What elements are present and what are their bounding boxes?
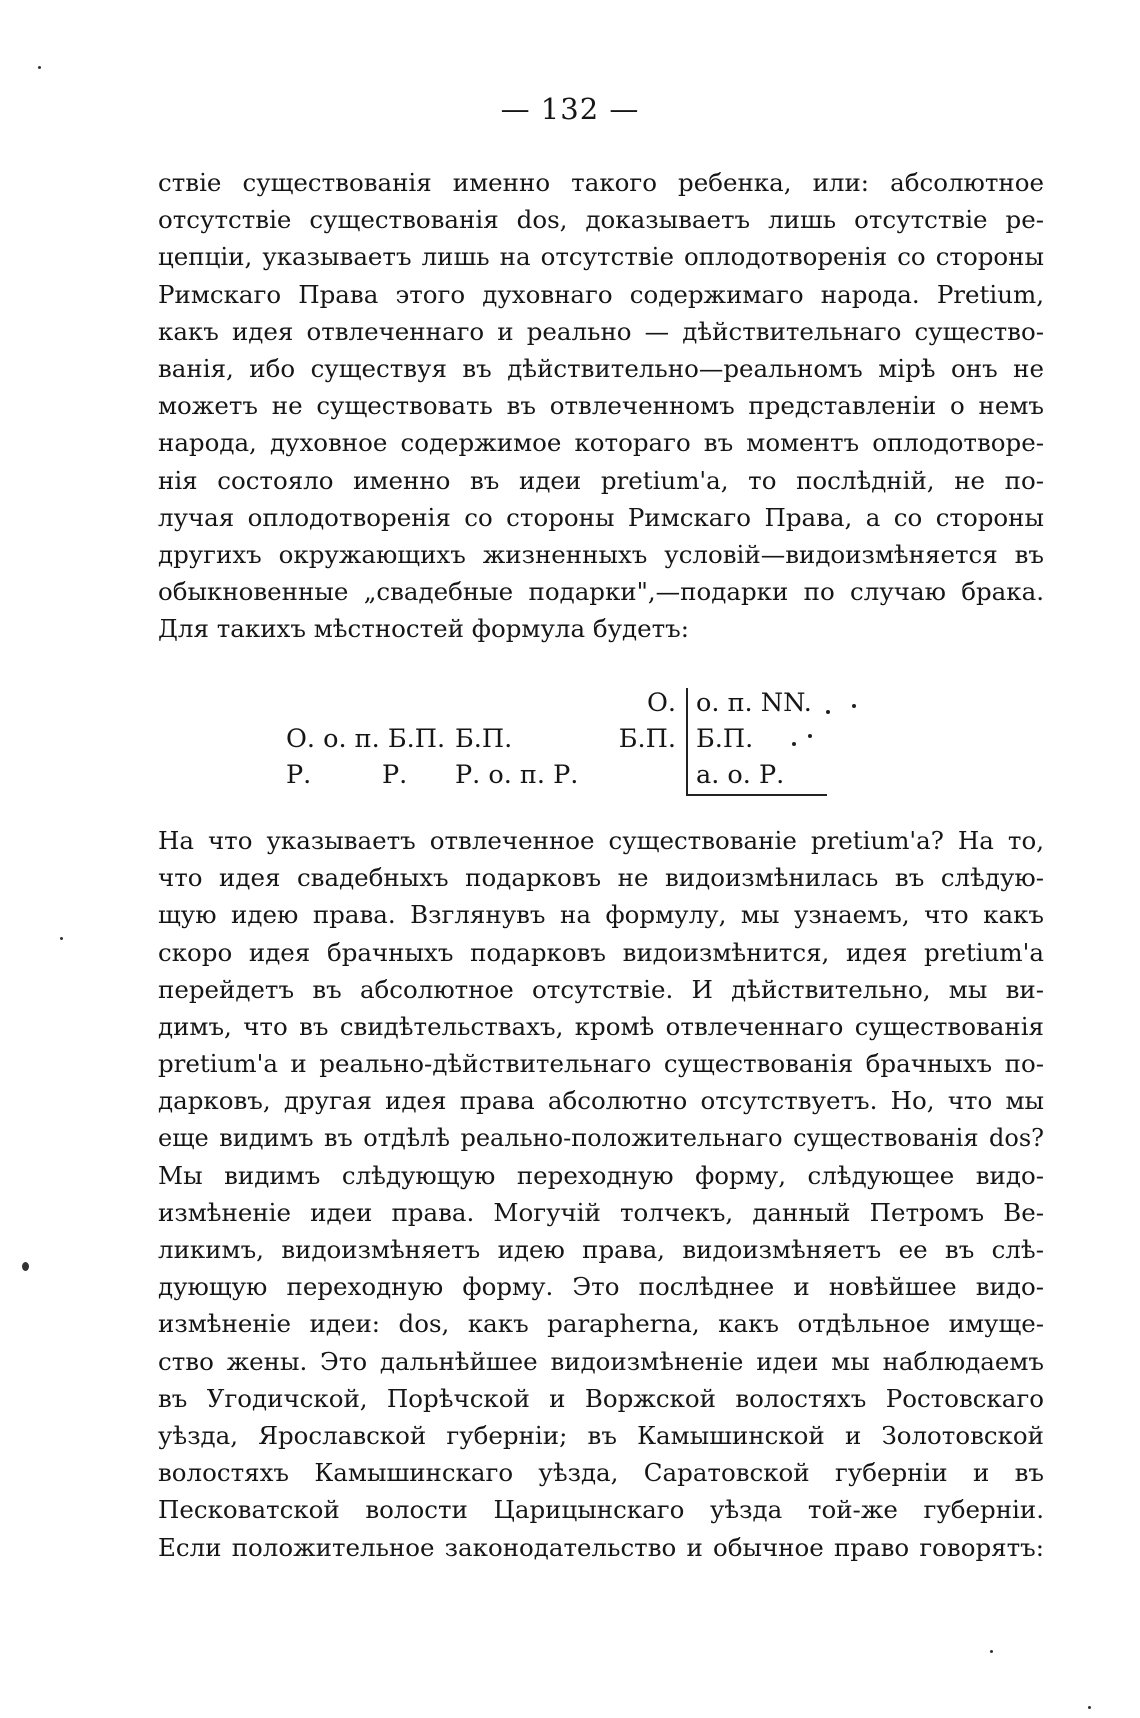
text-line: перейдетъ въ абсолютное отсутствіе. И дѣйствительно, мы ви- bbox=[158, 974, 1044, 1004]
paragraph-2 bbox=[158, 822, 1044, 1566]
text-line: что идея свадебныхъ подарковъ не видоизмѣнилась въ слѣдую- bbox=[158, 863, 1044, 893]
scan-speck bbox=[990, 1650, 993, 1653]
text-line: pretium'а и реально-дѣйствительнаго существованія брачныхъ по- bbox=[158, 1049, 1044, 1079]
formula-underline bbox=[686, 794, 827, 796]
text-line: ликимъ, видоизмѣняетъ идею права, видоизмѣняетъ ее въ слѣ- bbox=[158, 1235, 1044, 1265]
text-line: въ Угодичской, Порѣчской и Воржской волостяхъ Ростовскаго bbox=[158, 1383, 1044, 1413]
formula-dot bbox=[792, 742, 796, 746]
text-line: лучая оплодотворенія со стороны Римскаго Права, а со стороны bbox=[158, 502, 1044, 532]
text-line: измѣненіе идеи: dos, какъ paraphernа, какъ отдѣльное имуще- bbox=[158, 1309, 1044, 1339]
formula-r3-c2: Р. bbox=[382, 760, 408, 790]
text-line: нія состояло именно въ идеи pretium'а, то послѣдній, не по- bbox=[158, 465, 1044, 495]
formula-r2-c3: Б.П. bbox=[455, 724, 513, 754]
text-line: измѣненіе идеи права. Могучій толчекъ, данный Петромъ Ве- bbox=[158, 1197, 1044, 1227]
scan-speck bbox=[22, 1262, 29, 1271]
text-line: Мы видимъ слѣдующую переходную форму, слѣдующее видо- bbox=[158, 1160, 1044, 1190]
scan-speck bbox=[1088, 1706, 1091, 1709]
formula-dot bbox=[826, 710, 830, 714]
formula-r3-c1: Р. bbox=[286, 760, 312, 790]
text-line: дующую переходную форму. Это послѣднее и новѣйшее видо- bbox=[158, 1272, 1044, 1302]
formula-dot bbox=[852, 704, 856, 708]
text-line: цепціи, указываетъ лишь на отсутствіе оплодотворенія со стороны bbox=[158, 242, 1044, 272]
formula-r3-right: а. о. Р. bbox=[696, 760, 785, 790]
text-line: скоро идея брачныхъ подарковъ видоизмѣнится, идея pretium'а bbox=[158, 937, 1044, 967]
scan-speck bbox=[60, 937, 63, 940]
formula-dot bbox=[808, 734, 812, 738]
text-line: щую идею права. Взглянувъ на формулу, мы узнаемъ, что какъ bbox=[158, 900, 1044, 930]
text-line: можетъ не существовать въ отвлеченномъ представленіи о немъ bbox=[158, 391, 1044, 421]
text-line: волостяхъ Камышинскаго уѣзда, Саратовской губерніи и въ bbox=[158, 1458, 1044, 1488]
scan-speck bbox=[38, 66, 41, 69]
formula-r2-c4: Б.П. bbox=[618, 724, 676, 754]
formula bbox=[286, 686, 900, 806]
text-line: ванія, ибо существуя въ дѣйствительно—реальномъ мірѣ онъ не bbox=[158, 353, 1044, 383]
formula-r3-c3: Р. о. п. Р. bbox=[455, 760, 579, 790]
text-line: дарковъ, другая идея права абсолютно отсутствуетъ. Но, что мы bbox=[158, 1086, 1044, 1116]
text-line: какъ идея отвлеченнаго и реально — дѣйствительнаго существо- bbox=[158, 316, 1044, 346]
text-line: еще видимъ въ отдѣлѣ реально-положительнаго существованія dos? bbox=[158, 1123, 1044, 1152]
text-line: уѣзда, Ярославской губерніи; въ Камышинской и Золотовской bbox=[158, 1421, 1044, 1450]
text-line: Если положительное законодательство и обычное право говорятъ: bbox=[158, 1532, 1044, 1562]
text-line: Песковатской волости Царицынскаго уѣзда той-же губерніи. bbox=[158, 1495, 1044, 1525]
paragraph-1 bbox=[158, 164, 1044, 647]
formula-vertical-bar bbox=[686, 688, 688, 794]
text-line: народа, духовное содержимое котораго въ моментъ оплодотворе- bbox=[158, 428, 1044, 458]
text-line: Римскаго Права этого духовнаго содержимаго народа. Pretium, bbox=[158, 279, 1044, 309]
formula-r2-right: Б.П. bbox=[696, 724, 754, 754]
text-line: ствіе существованія именно такого ребенка, или: абсолютное bbox=[158, 168, 1044, 197]
formula-r1-c4: О. bbox=[646, 688, 676, 718]
text-line: Для такихъ мѣстностей формула будетъ: bbox=[158, 614, 689, 644]
page-number: — 132 — bbox=[500, 92, 640, 126]
formula-r1-right: о. п. NN. bbox=[696, 688, 812, 718]
text-line: На что указываетъ отвлеченное существованіе pretium'а? На то, bbox=[158, 826, 1044, 855]
text-line: другихъ окружающихъ жизненныхъ условій—видоизмѣняется въ bbox=[158, 539, 1044, 569]
text-line: димъ, что въ свидѣтельствахъ, кромѣ отвлеченнаго существованія bbox=[158, 1011, 1044, 1041]
text-line: обыкновенные „свадебные подарки",—подарки по случаю брака. bbox=[158, 577, 1044, 607]
text-line: отсутствіе существованія dos, доказываетъ лишь отсутствіе ре- bbox=[158, 205, 1044, 235]
text-line: ство жены. Это дальнѣйшее видоизмѣненіе идеи мы наблюдаемъ bbox=[158, 1346, 1044, 1376]
formula-r2-c1: О. о. п. Б.П. bbox=[286, 724, 446, 754]
